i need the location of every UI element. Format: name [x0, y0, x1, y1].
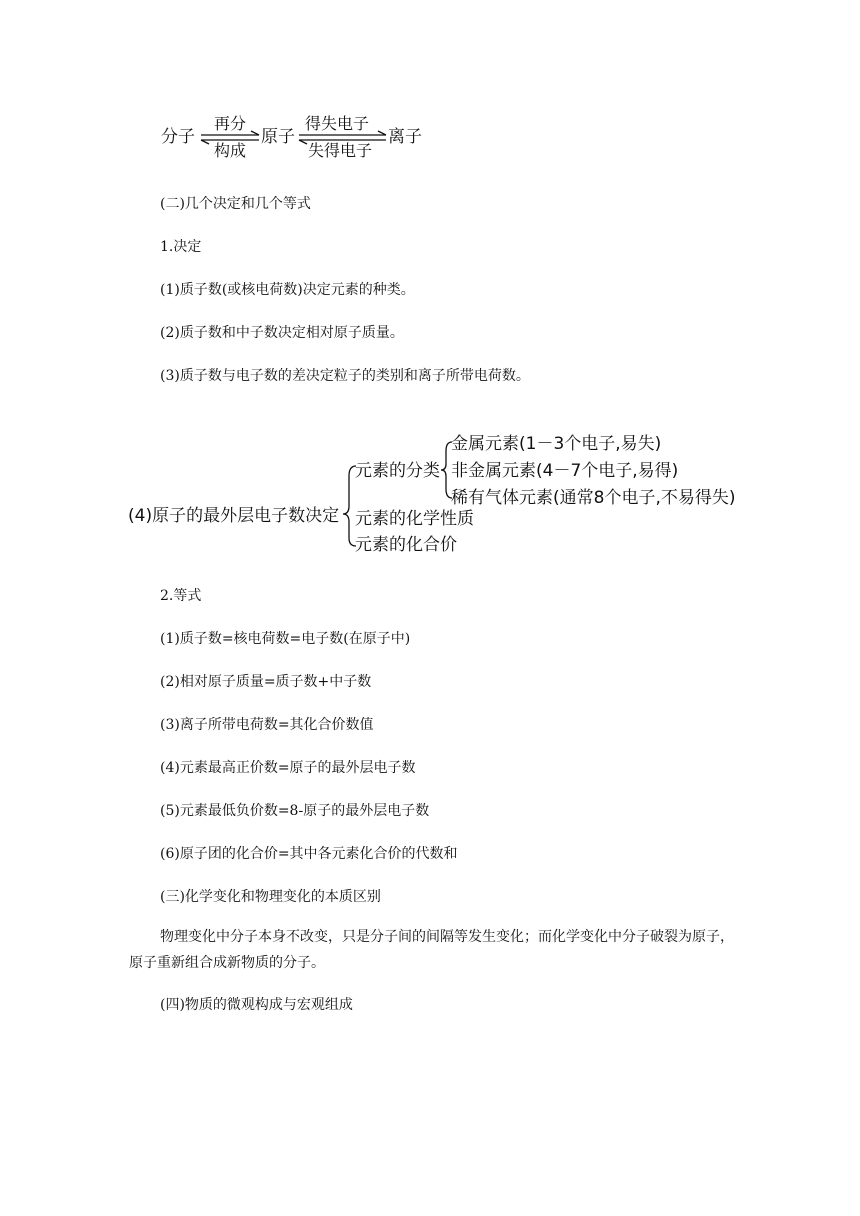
equation-item-4: (4)元素最高正价数=原子的最外层电子数 [160, 760, 416, 776]
tree-big-brace [343, 466, 356, 546]
equation-item-2: (2)相对原子质量=质子数+中子数 [160, 674, 372, 690]
tree-braces [0, 0, 860, 600]
section-4-heading: (四)物质的微观构成与宏观组成 [160, 997, 353, 1013]
subheading-decide: 1.决定 [160, 239, 202, 255]
equation-item-6: (6)原子团的化合价=其中各元素化合价的代数和 [160, 846, 458, 862]
flow-lose-gain-label: 失得电子 [308, 141, 373, 160]
decide-item-3: (3)质子数与电子数的差决定粒子的类别和离子所带电荷数。 [160, 368, 530, 384]
tree-root: (4)原子的最外层电子数决定 [128, 506, 340, 526]
equation-item-5: (5)元素最低负价数=8-原子的最外层电子数 [160, 803, 430, 819]
section-3-paragraph: 物理变化中分子本身不改变，只是分子间的间隔等发生变化；而化学变化中分子破裂为原子，原子重新组合成新物质的分子。 [129, 929, 734, 971]
flow-ion: 离子 [388, 127, 422, 147]
equation-item-1: (1)质子数=核电荷数=电子数(在原子中) [160, 631, 411, 647]
tree-branch-classification: 元素的分类 [355, 461, 440, 481]
tree-leaf-metal: 金属元素(1－3个电子,易失) [451, 434, 662, 454]
section-3-heading: (三)化学变化和物理变化的本质区别 [160, 889, 381, 905]
tree-branch-chemical-property: 元素的化学性质 [355, 509, 474, 529]
flow-atom: 原子 [261, 127, 295, 147]
tree-branch-valence: 元素的化合价 [355, 535, 457, 555]
decide-item-2: (2)质子数和中子数决定相对原子质量。 [160, 325, 404, 341]
tree-leaf-noble-gas: 稀有气体元素(通常8个电子,不易得失) [451, 488, 736, 508]
flow-constitute-label: 构成 [214, 141, 247, 160]
decide-item-1: (1)质子数(或核电荷数)决定元素的种类。 [160, 282, 415, 298]
section-2-heading: (二)几个决定和几个等式 [160, 196, 311, 212]
equation-item-3: (3)离子所带电荷数=其化合价数值 [160, 717, 374, 733]
tree-leaf-nonmetal: 非金属元素(4－7个电子,易得) [451, 461, 679, 481]
flow-subdivide-label: 再分 [214, 114, 247, 133]
subheading-equations: 2.等式 [160, 588, 202, 604]
flow-molecule: 分子 [161, 127, 195, 147]
flow-gain-lose-label: 得失电子 [305, 114, 370, 133]
tree-small-brace [441, 442, 452, 498]
